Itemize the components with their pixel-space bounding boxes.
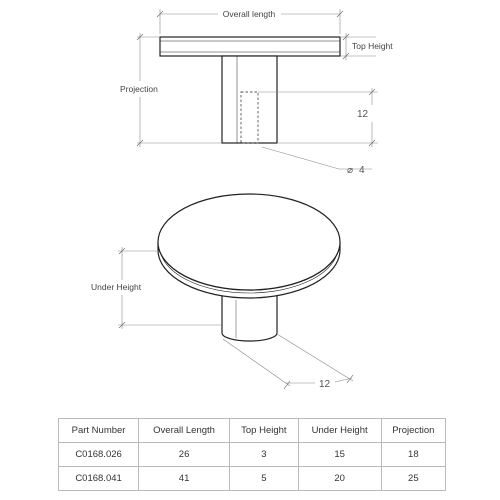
perspective-view (91, 194, 353, 390)
cell-overall-length: 26 (139, 443, 230, 467)
cell-projection: 18 (381, 443, 445, 467)
under-height-label: Under Height (91, 282, 142, 292)
post-length-label: 12 (357, 109, 369, 120)
knob-cap (160, 37, 340, 56)
overall-length-label: Overall length (222, 9, 276, 19)
specifications-table (58, 418, 446, 491)
side-view (120, 9, 393, 176)
top-height-label: Top Height (352, 41, 393, 51)
header-under-height: Under Height (298, 419, 381, 443)
knob-post (222, 56, 277, 143)
header-part-number: Part Number (59, 419, 139, 443)
header-top-height: Top Height (230, 419, 299, 443)
header-projection: Projection (381, 419, 445, 443)
cell-part-number: C0168.041 (59, 467, 139, 491)
cell-top-height: 5 (230, 467, 299, 491)
header-overall-length: Overall Length (139, 419, 230, 443)
cell-part-number: C0168.026 (59, 443, 139, 467)
cell-under-height: 15 (298, 443, 381, 467)
cell-projection: 25 (381, 467, 445, 491)
projection-label: Projection (120, 84, 158, 94)
table-header-row (59, 419, 446, 443)
diameter-symbol: ⌀ (347, 165, 354, 176)
cell-overall-length: 41 (139, 467, 230, 491)
cell-under-height: 20 (298, 467, 381, 491)
cell-top-height: 3 (230, 443, 299, 467)
post-width-label: 12 (319, 379, 331, 390)
table-row (59, 443, 446, 467)
perspective-cap-top (158, 194, 340, 290)
diameter-value: 4 (359, 165, 365, 176)
table-row (59, 467, 446, 491)
